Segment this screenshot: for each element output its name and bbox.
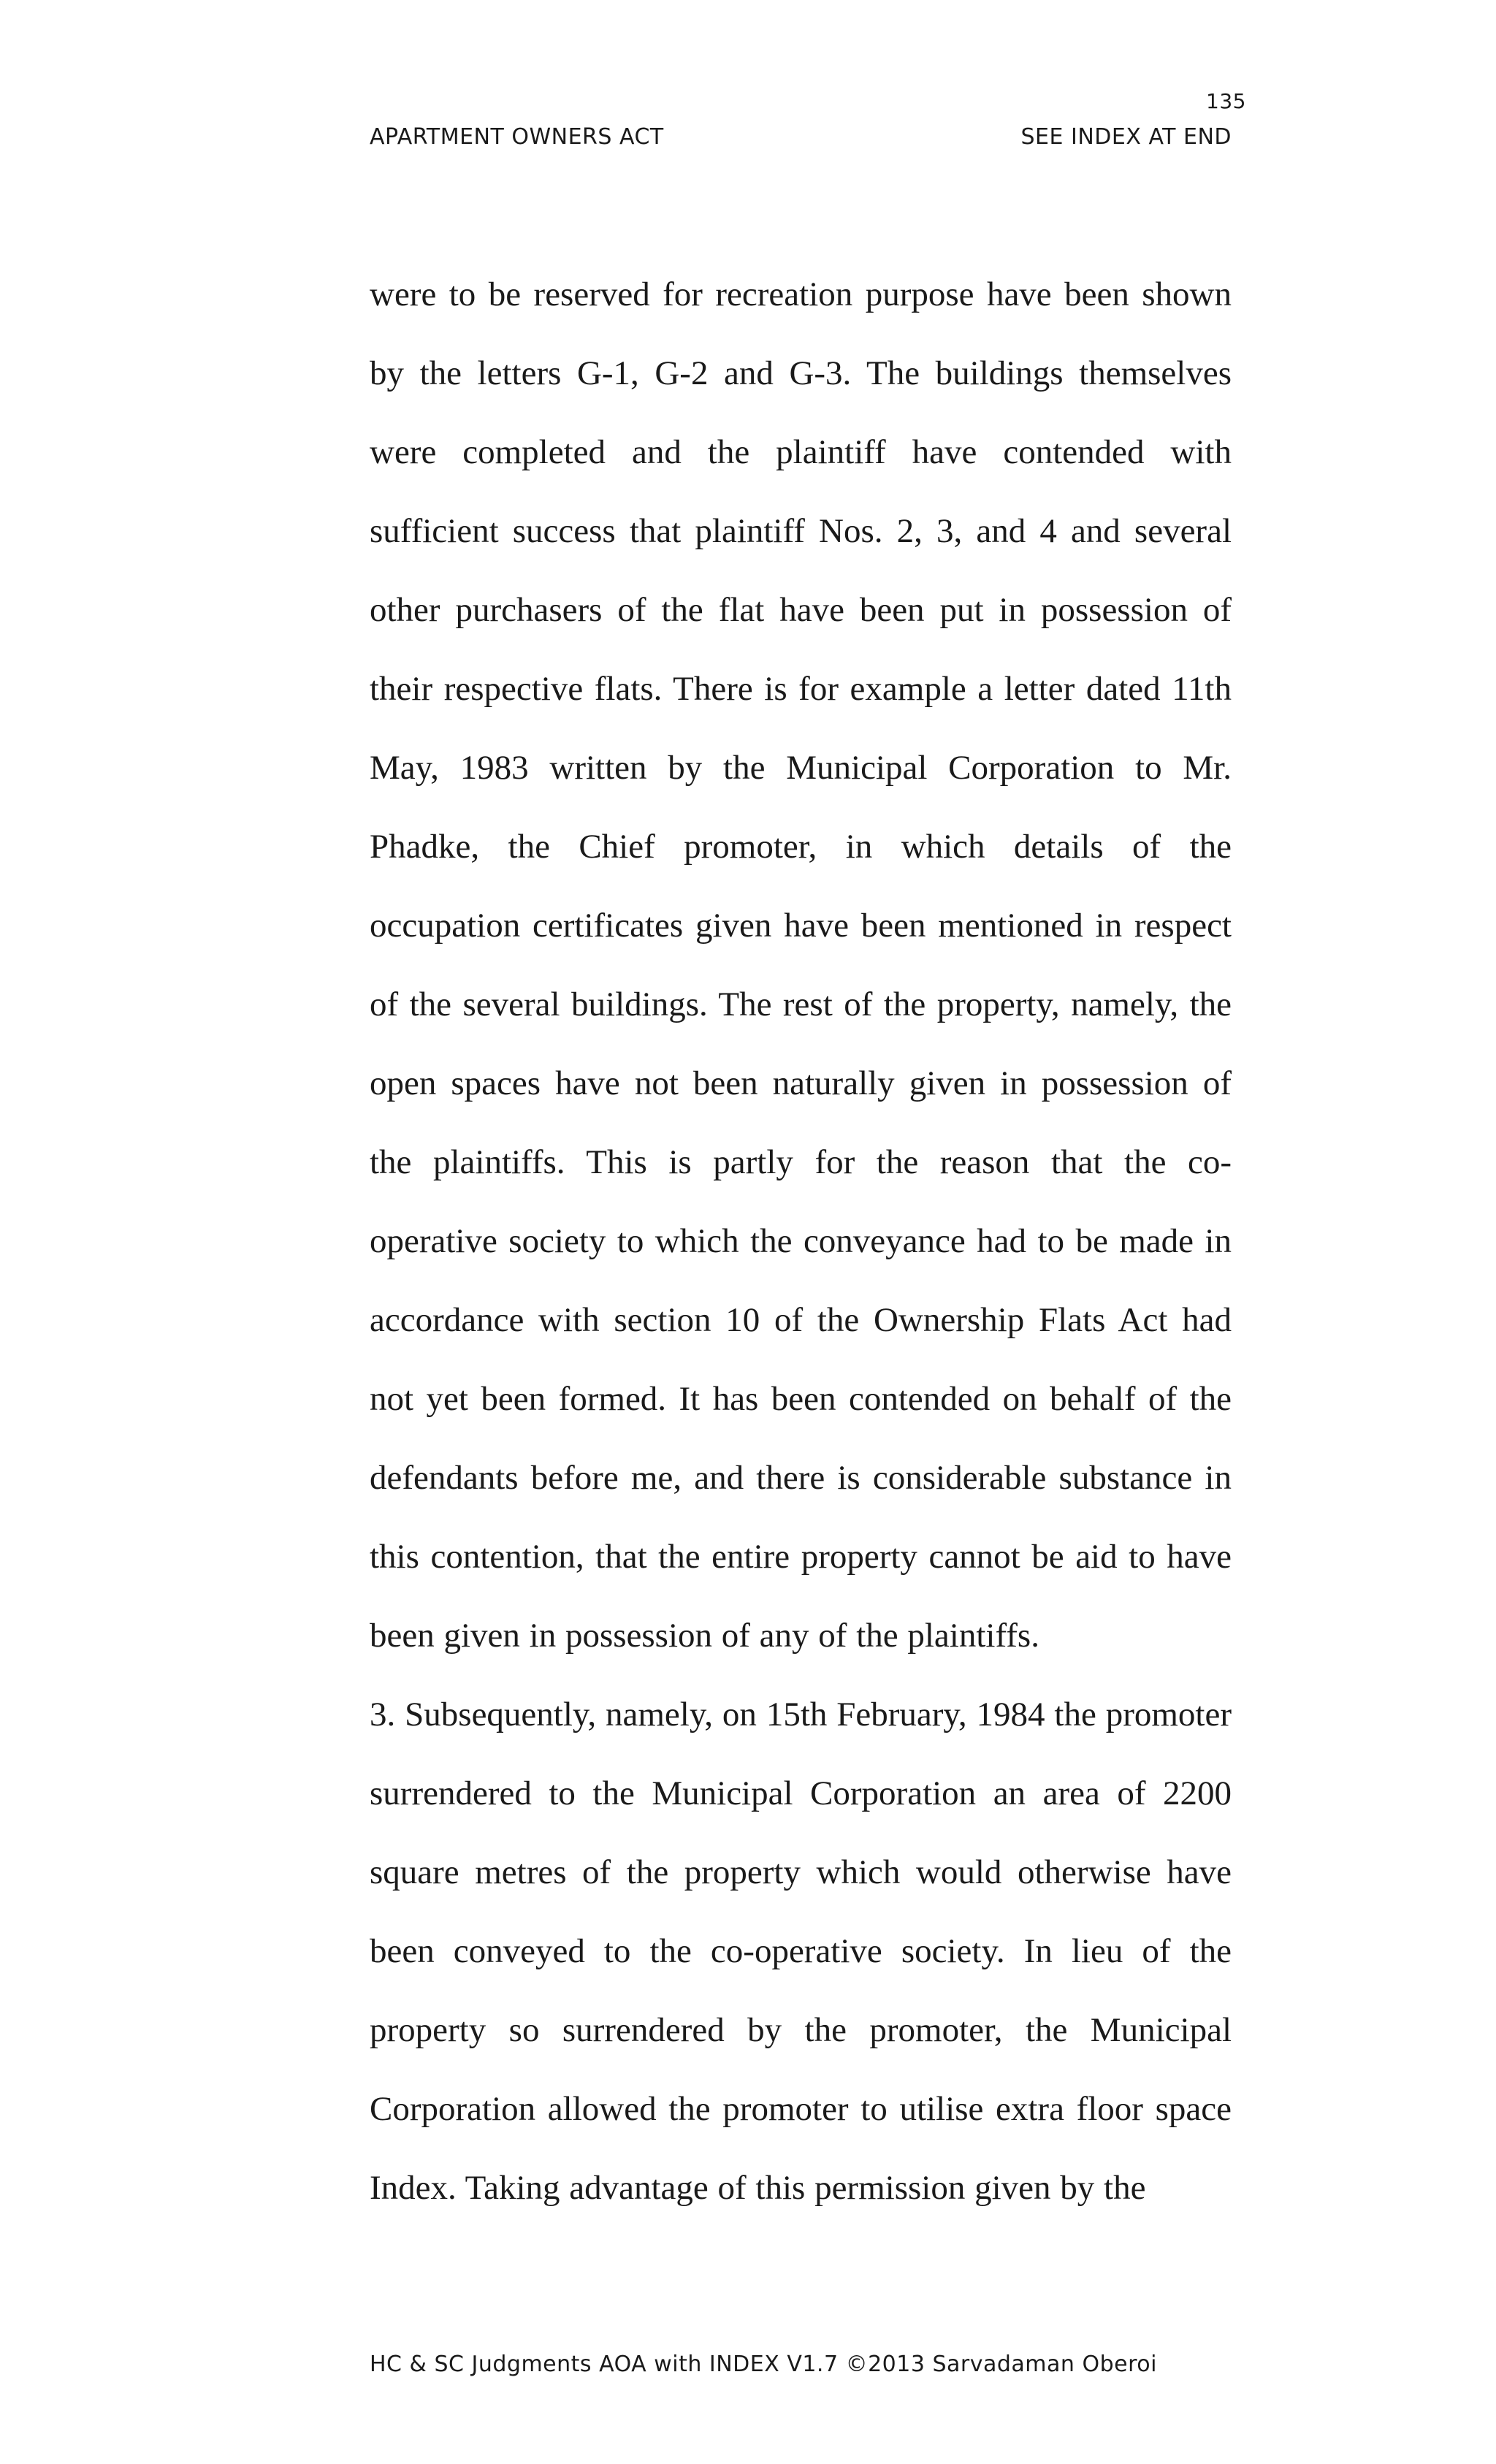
page-number: 135 <box>1206 89 1246 113</box>
paragraph: were to be reserved for recreation purpose have been shown by the letters G-1, G-2 and G-3. The buildings themselves were completed and the plaintiff have contended with sufficient success that plaintiff Nos. 2, 3, and 4 and several other purchasers of the flat have been put in possession of their respective flats. There is for example a letter dated 11th May, 1983 written by the Municipal Corporation to Mr. Phadke, the Chief promoter, in which details of the occupation certificates given have been mentioned in respect of the several buildings. The rest of the property, namely, the open spaces have not been naturally given in possession of the plaintiffs. This is partly for the reason that the co-operative society to which the conveyance had to be made in accordance with section 10 of the Ownership Flats Act had not yet been formed. It has been contended on behalf of the defendants before me, and there is considerable substance in this contention, that the entire property cannot be aid to have been given in possession of any of the plaintiffs. <box>370 275 1232 1655</box>
judgment-text <box>370 255 1232 2227</box>
page-footer: HC & SC Judgments AOA with INDEX V1.7 ©2013 Sarvadaman Oberoi <box>370 2352 1157 2377</box>
running-header <box>370 124 1232 150</box>
paragraph: 3. Subsequently, namely, on 15th February, 1984 the promoter surrendered to the Municipal Corporation an area of 2200 square metres of the property which would otherwise have been conveyed to the co-operative society. In lieu of the property so surrendered by the promoter, the Municipal Corporation allowed the promoter to utilise extra floor space Index. Taking advantage of this permission given by the <box>370 1696 1232 2207</box>
header-index-note: SEE INDEX AT END <box>1020 124 1232 150</box>
header-title: APARTMENT OWNERS ACT <box>370 124 664 150</box>
